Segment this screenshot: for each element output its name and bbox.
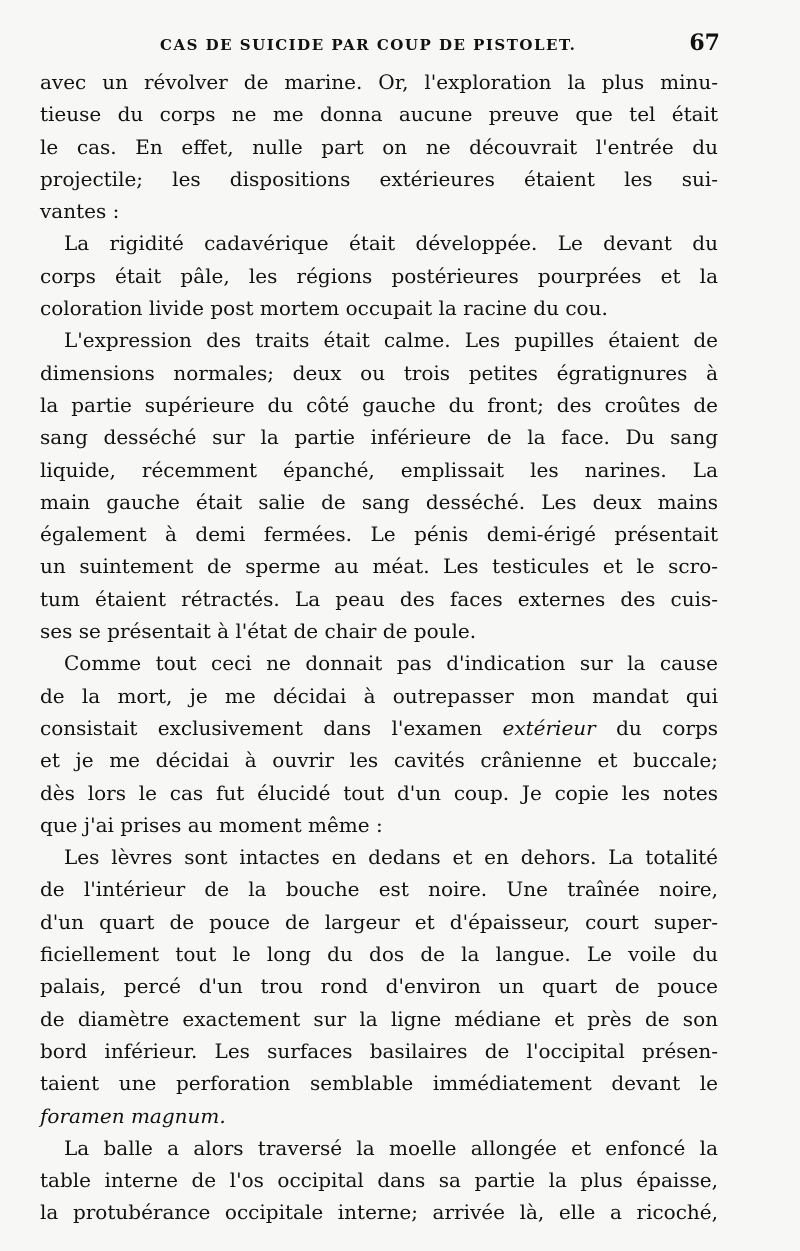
- text-line-content: projectile; les dispositions extérieures étaient les sui-: [40, 166, 718, 191]
- text-line-content: que j'ai prises au moment même :: [40, 812, 383, 837]
- text-line: [40, 744, 718, 776]
- text-line: [40, 486, 718, 518]
- text-line-content: dès lors le cas fut élucidé tout d'un coup. Je copie les notes: [40, 780, 718, 805]
- text-line: [40, 454, 718, 486]
- text-line-content: sang desséché sur la partie inférieure de la face. Du sang: [40, 425, 718, 450]
- text-line: [40, 550, 718, 582]
- text-line: [40, 1132, 718, 1164]
- text-line-content: corps était pâle, les régions postérieures pourprées et la: [40, 263, 718, 288]
- text-line: [40, 1003, 718, 1035]
- text-line: [40, 292, 718, 324]
- page-body-text: [40, 66, 718, 1229]
- text-line-content: de diamètre exactement sur la ligne médiane et près de son: [40, 1006, 718, 1031]
- text-line-content: la partie supérieure du côté gauche du front; des croûtes de: [40, 392, 718, 417]
- text-line: [40, 841, 718, 873]
- text-line: [40, 357, 718, 389]
- text-line: [40, 98, 718, 130]
- text-line: [40, 66, 718, 98]
- text-line: [40, 1196, 718, 1228]
- text-line-content: et je me décidai à ouvrir les cavités crânienne et buccale;: [40, 748, 718, 773]
- text-line-content: le cas. En effet, nulle part on ne découvrait l'entrée du: [40, 134, 718, 159]
- text-line: [40, 777, 718, 809]
- text-line: [40, 938, 718, 970]
- text-line-content: liquide, récemment épanché, emplissait les narines. La: [40, 457, 718, 482]
- running-head: CAS DE SUICIDE PAR COUP DE PISTOLET.: [160, 36, 577, 54]
- page-number: 67: [689, 30, 720, 56]
- text-line-content: L'expression des traits était calme. Les pupilles étaient de: [64, 328, 718, 353]
- text-line-content: main gauche était salie de sang desséché. Les deux mains: [40, 489, 718, 514]
- text-line-content: consistait exclusivement dans l'examen: [40, 715, 483, 740]
- text-line-content: d'un quart de pouce de largeur et d'épaisseur, court super-: [40, 909, 718, 934]
- text-line: [40, 970, 718, 1002]
- text-line-content: également à demi fermées. Le pénis demi-érigé présentait: [40, 522, 718, 547]
- italic-text: extérieur: [502, 715, 596, 740]
- text-line: [40, 1067, 718, 1099]
- text-line: [40, 873, 718, 905]
- text-line-content: La balle a alors traversé la moelle allongée et enfoncé la: [64, 1135, 718, 1160]
- text-line: [40, 131, 718, 163]
- text-line: [40, 906, 718, 938]
- text-line-content: coloration livide post mortem occupait la racine du cou.: [40, 296, 608, 321]
- text-line-content: ses se présentait à l'état de chair de poule.: [40, 619, 477, 644]
- text-line: [40, 1164, 718, 1196]
- text-line-content: avec un révolver de marine. Or, l'exploration la plus minu-: [40, 70, 718, 94]
- text-line: [40, 1035, 718, 1067]
- text-line-content: tum étaient rétractés. La peau des faces externes des cuis-: [40, 586, 718, 611]
- text-line: [40, 421, 718, 453]
- text-line-content: de l'intérieur de la bouche est noire. Une traînée noire,: [40, 877, 718, 902]
- text-line-content: un suintement de sperme au méat. Les testicules et le scro-: [40, 554, 718, 579]
- text-line-content: dimensions normales; deux ou trois petites égratignures à: [40, 360, 718, 385]
- text-line: [40, 518, 718, 550]
- italic-text: foramen magnum.: [40, 1103, 226, 1128]
- text-line-content: La rigidité cadavérique était développée. Le devant du: [64, 231, 718, 256]
- text-line-content: Comme tout ceci ne donnait pas d'indication sur la cause: [64, 651, 718, 676]
- text-line-content: vantes :: [40, 199, 120, 224]
- text-line: [40, 809, 718, 841]
- text-line: [40, 163, 718, 195]
- text-line: [40, 615, 718, 647]
- text-line-content: ficiellement tout le long du dos de la langue. Le voile du: [40, 942, 718, 967]
- text-line-content: palais, percé d'un trou rond d'environ un quart de pouce: [40, 974, 718, 999]
- text-line-content: table interne de l'os occipital dans sa partie la plus épaisse,: [40, 1168, 718, 1193]
- text-line-content: la protubérance occipitale interne; arrivée là, elle a ricoché,: [40, 1200, 718, 1225]
- text-line-content: taient une perforation semblable immédiatement devant le: [40, 1071, 718, 1096]
- text-line-content: de la mort, je me décidai à outrepasser mon mandat qui: [40, 683, 718, 708]
- text-line: [40, 324, 718, 356]
- text-line: [40, 1100, 718, 1132]
- text-line: [40, 227, 718, 259]
- text-line: [40, 389, 718, 421]
- text-line: [40, 260, 718, 292]
- text-line-content: bord inférieur. Les surfaces basilaires de l'occipital présen-: [40, 1038, 718, 1063]
- page-header: [40, 30, 720, 62]
- text-line-content: Les lèvres sont intactes en dedans et en dehors. La totalité: [64, 845, 718, 870]
- text-line: [40, 680, 718, 712]
- text-line-content: tieuse du corps ne me donna aucune preuve que tel était: [40, 102, 718, 127]
- text-line-tail: du corps: [595, 715, 719, 740]
- text-line: [40, 712, 718, 744]
- text-line: [40, 647, 718, 679]
- text-line: [40, 583, 718, 615]
- text-line: [40, 195, 718, 227]
